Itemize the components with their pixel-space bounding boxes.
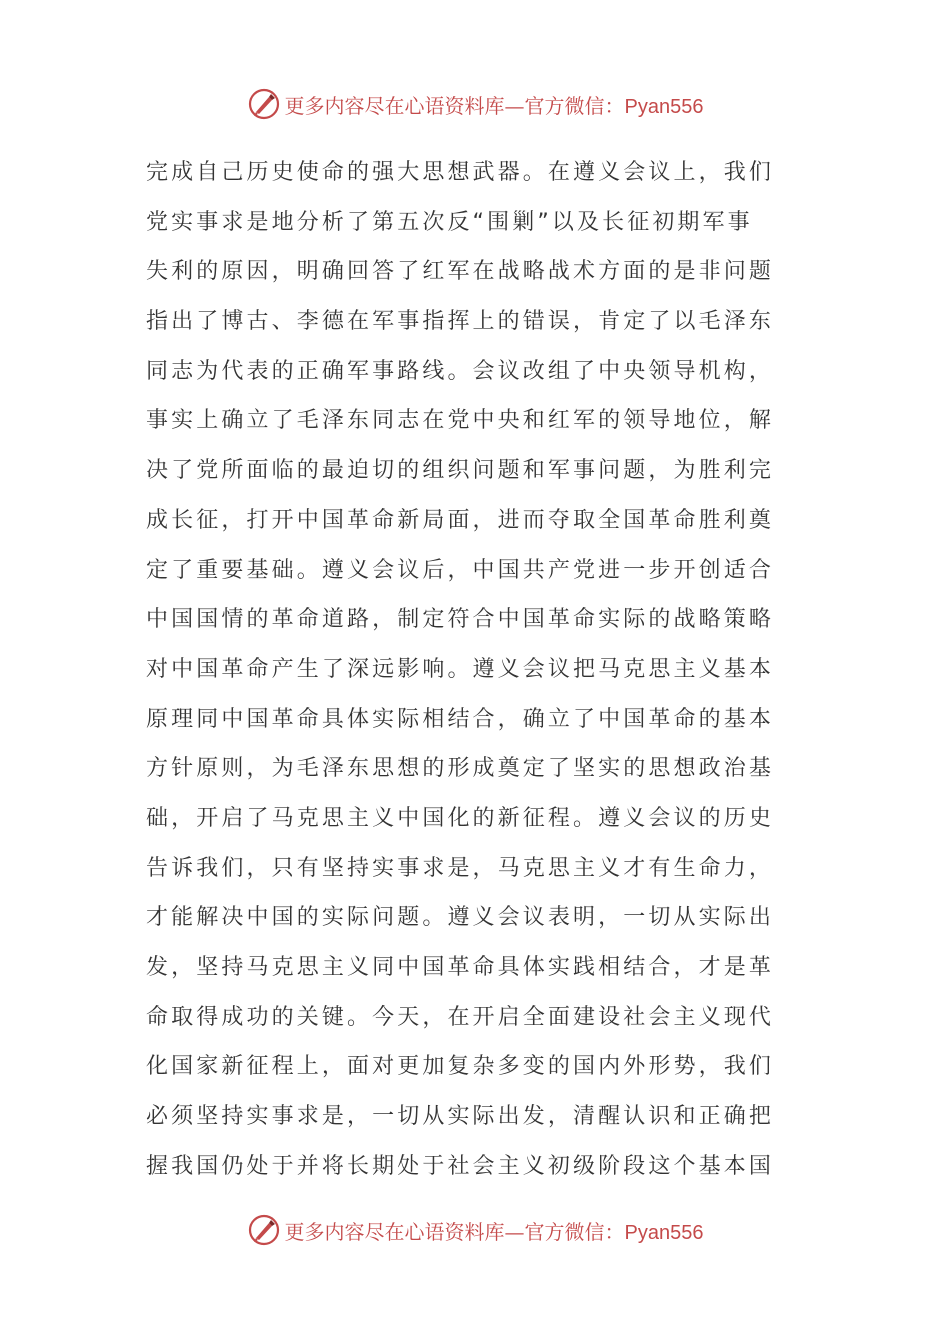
text-line: 事实上确立了毛泽东同志在党中央和红军的领导地位，解: [146, 408, 775, 434]
text-line: 告诉我们，只有坚持实事求是，马克思主义才有生命力，: [146, 855, 775, 881]
header-watermark-text: 更多内容尽在心语资料库—官方微信：Pyan556: [284, 93, 704, 118]
pen-logo-icon: [247, 87, 281, 121]
text-line: 原理同中国革命具体实际相结合，确立了中国革命的基本: [146, 706, 775, 732]
pen-logo-icon: [247, 1213, 281, 1247]
header-watermark: [0, 84, 950, 124]
footer-watermark-text: 更多内容尽在心语资料库—官方微信：Pyan556: [284, 1219, 704, 1244]
text-line: 础，开启了马克思主义中国化的新征程。遵义会议的历史: [146, 805, 775, 831]
text-line: 发，坚持马克思主义同中国革命具体实践相结合，才是革: [146, 955, 775, 980]
document-body: [146, 148, 816, 1191]
text-line: 中国国情的革命道路，制定符合中国革命实际的战略策略: [146, 607, 775, 633]
text-line: 同志为代表的正确军事路线。会议改组了中央领导机构，: [146, 358, 775, 384]
text-line: 才能解决中国的实际问题。遵义会议表明，一切从实际出: [146, 905, 775, 931]
footer-watermark: [0, 1210, 950, 1250]
text-line: 成长征，打开中国革命新局面，进而夺取全国革命胜利奠: [146, 507, 775, 533]
text-line: 失利的原因，明确回答了红军在战略战术方面的是非问题: [146, 259, 775, 285]
text-line: 指出了博古、李德在军事指挥上的错误，肯定了以毛泽东: [146, 309, 775, 335]
text-line: 命取得成功的关键。今天，在开启全面建设社会主义现代: [146, 1004, 775, 1030]
text-line: 方针原则，为毛泽东思想的形成奠定了坚实的思想政治基: [146, 756, 775, 782]
text-line: 党实事求是地分析了第五次反“围剿”以及长征初期军事: [146, 209, 753, 235]
text-line: 对中国革命产生了深远影响。遵义会议把马克思主义基本: [146, 656, 775, 682]
text-line: 必须坚持实事求是，一切从实际出发，清醒认识和正确把: [146, 1104, 775, 1130]
text-line: 完成自己历史使命的强大思想武器。在遵义会议上，我们: [146, 160, 775, 185]
text-line: 定了重要基础。遵义会议后，中国共产党进一步开创适合: [146, 557, 775, 583]
text-line: 决了党所面临的最迫切的组织问题和军事问题，为胜利完: [146, 458, 775, 484]
text-line: 化国家新征程上，面对更加复杂多变的国内外形势，我们: [146, 1054, 775, 1080]
text-line: 握我国仍处于并将长期处于社会主义初级阶段这个基本国: [146, 1153, 775, 1179]
